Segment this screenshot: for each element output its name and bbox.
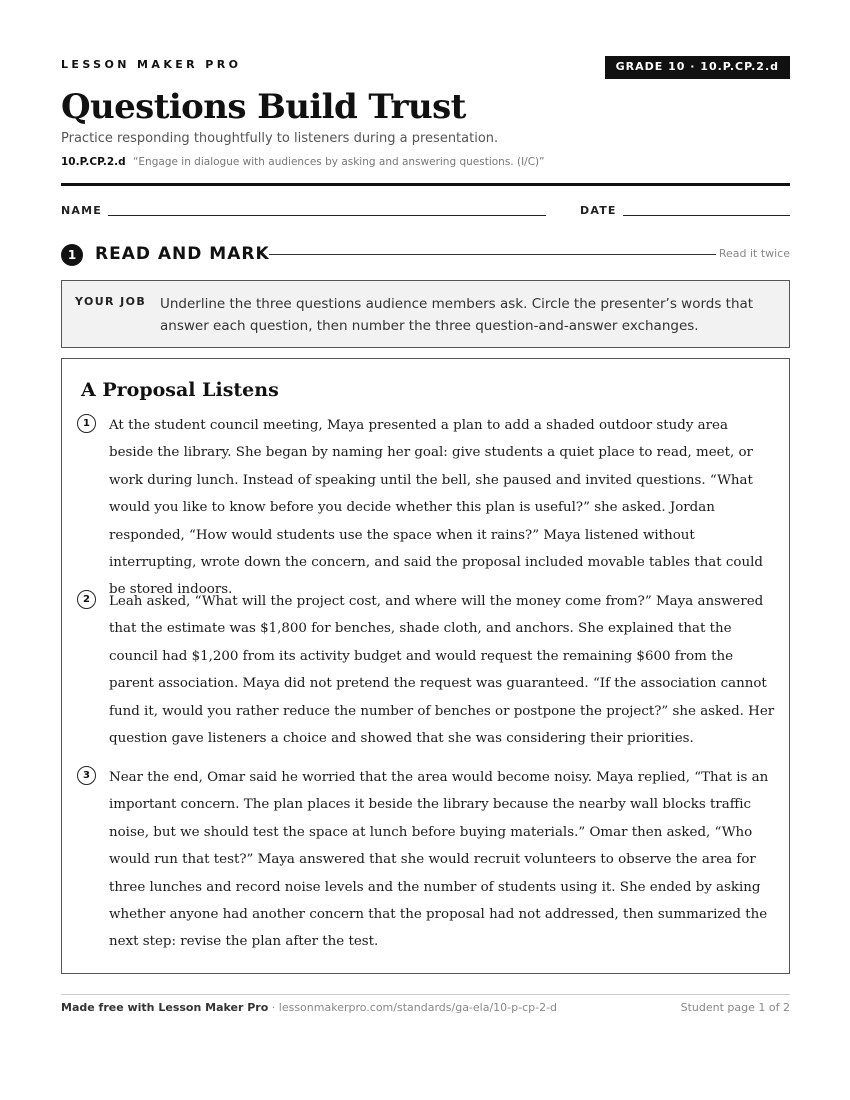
name-label: NAME: [61, 204, 102, 217]
passage-title: A Proposal Listens: [81, 379, 279, 401]
instructions-label: YOUR JOB: [75, 295, 147, 308]
section-note: Read it twice: [718, 247, 790, 260]
header-row: [61, 56, 790, 80]
standard-text: “Engage in dialogue with audiences by asking and answering questions. (I/C)”: [132, 156, 545, 168]
name-date-row: [61, 204, 790, 220]
grade-badge: GRADE 10 · 10.P.CP.2.d: [605, 56, 790, 79]
section-heading: [61, 241, 790, 267]
section-number-badge: 1: [61, 244, 83, 266]
standard-code: 10.P.CP.2.d: [61, 156, 126, 168]
brand-name: LESSON MAKER PRO: [61, 58, 242, 71]
date-label: DATE: [580, 204, 617, 217]
page-subtitle: Practice responding thoughtfully to listeners during a presentation.: [61, 131, 499, 146]
footer-made-with: Made free with Lesson Maker Pro: [61, 1001, 269, 1014]
section-rule: [269, 254, 716, 255]
name-field[interactable]: [108, 215, 546, 216]
paragraph-number-3: 3: [77, 766, 96, 785]
passage-box: [61, 358, 790, 974]
footer-url: · lessonmakerpro.com/standards/ga-ela/10-p-cp-2-d: [268, 1001, 558, 1014]
footer-credit: [61, 1001, 557, 1014]
page-footer: [61, 1001, 790, 1015]
date-field[interactable]: [623, 215, 790, 216]
section-title: READ AND MARK: [95, 244, 270, 264]
standard-line: [61, 155, 545, 169]
paragraph-1: At the student council meeting, Maya presented a plan to add a shaded outdoor study area beside the library. She began by naming her goal: give students a quiet place to read, meet, or work during lunch. Instead of speaking until the bell, she paused and invited questions. “What would you like to know before you decide whether this plan is useful?” she asked. Jordan responded, “How would students use the space when it rains?” Maya listened without interrupting, wrote down the concern, and said the proposal included movable tables that could be stored indoors.: [109, 418, 763, 598]
paragraph-number-2: 2: [77, 590, 96, 609]
footer-divider: [61, 994, 790, 995]
paragraph-number-1: 1: [77, 414, 96, 433]
page-title: Questions Build Trust: [61, 87, 466, 127]
instructions-text: Underline the three questions audience members ask. Circle the presenter’s words that answer each question, then number the three question-and-answer exchanges.: [160, 296, 754, 334]
page-number: Student page 1 of 2: [680, 1001, 790, 1014]
header-divider: [61, 183, 790, 186]
paragraph-2: Leah asked, “What will the project cost, and where will the money come from?” Maya answered that the estimate was $1,800 for benches, shade cloth, and anchors. She explained that the council had $1,200 from its activity budget and would request the remaining $600 from the parent association. Maya did not pretend the request was guaranteed. “If the association cannot fund it, would you rather reduce the number of benches or postpone the project?” she asked. Her question gave listeners a choice and showed that she was considering their priorities.: [109, 594, 775, 747]
instructions-box: [61, 280, 790, 348]
paragraph-3: Near the end, Omar said he worried that the area would become noisy. Maya replied, “That is an important concern. The plan places it beside the library because the nearby wall blocks traffic noise, but we should test the space at lunch before buying materials.” Omar then asked, “Who would run that test?” Maya answered that she would recruit volunteers to observe the area for three lunches and record noise levels and the number of students using it. She ended by asking whether anyone had another concern that the proposal had not addressed, then summarized the next step: revise the plan after the test.: [109, 770, 769, 950]
